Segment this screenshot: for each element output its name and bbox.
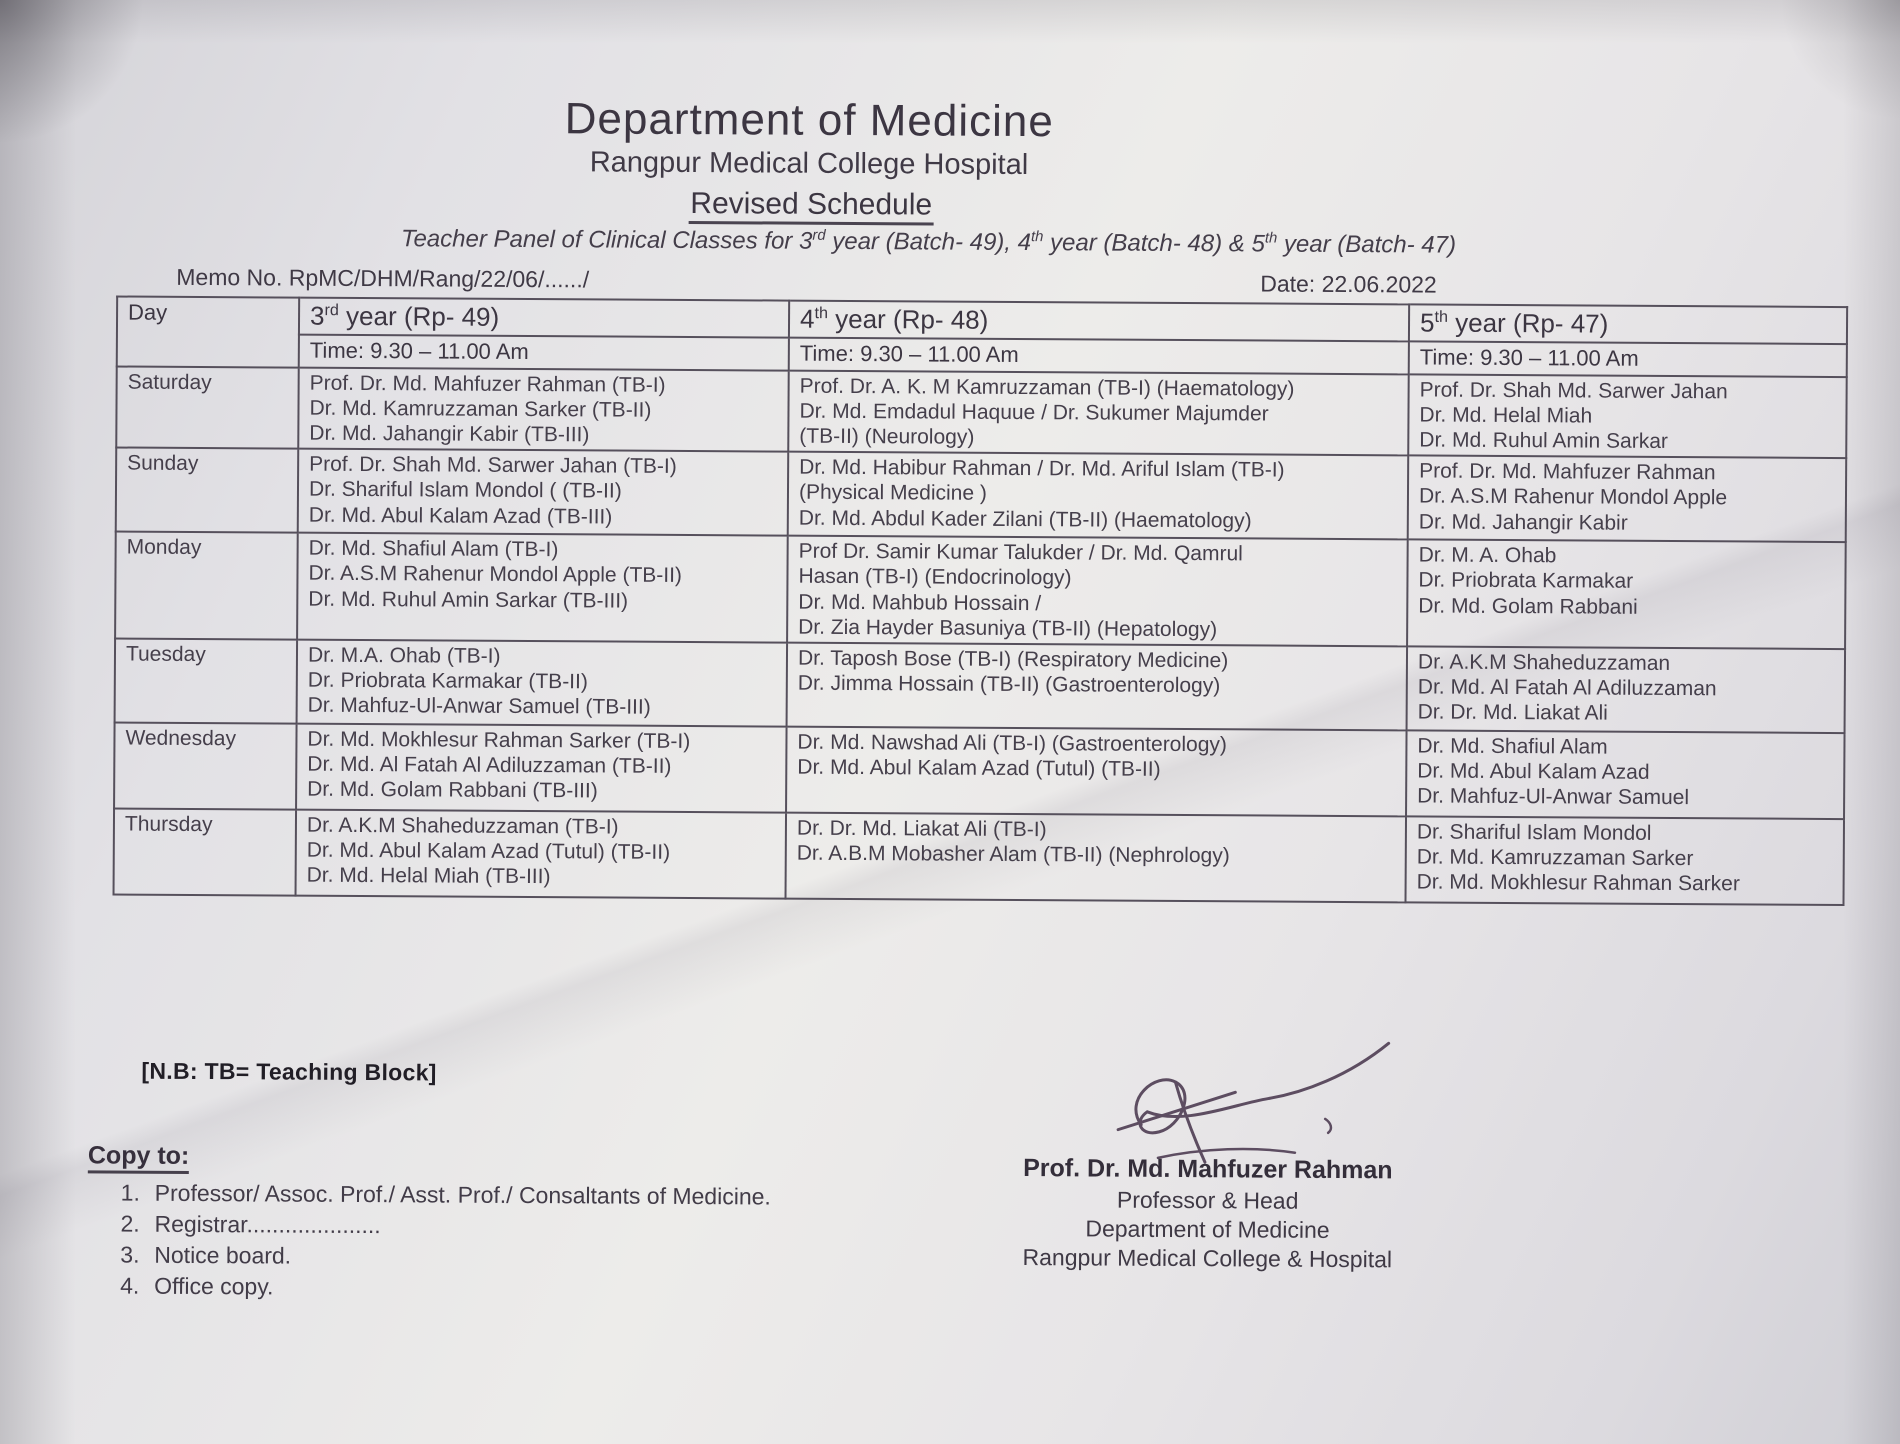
document-tagline: Teacher Panel of Clinical Classes for 3rd year (Batch- 49), 4th year (Batch- 48) & 5th year (Batch- 47) xyxy=(400,225,1457,259)
copy-to-heading: Copy to: xyxy=(88,1141,190,1171)
year3-cell: Dr. A.K.M Shaheduzzaman (TB-I) Dr. Md. Abul Kalam Azad (Tutul) (TB-II) Dr. Md. Helal Miah (TB-III) xyxy=(296,809,787,898)
year4-time-header: Time: 9.30 – 11.00 Am xyxy=(789,338,1409,374)
schedule-table xyxy=(113,295,1849,905)
year4-column-header: 4th year (Rp- 48) xyxy=(789,301,1409,342)
list-item-text: Professor/ Assoc. Prof./ Asst. Prof./ Consaltants of Medicine. xyxy=(154,1179,771,1210)
year3-cell: Prof. Dr. Md. Mahfuzer Rahman (TB-I) Dr. Md. Kamruzzaman Sarker (TB-II) Dr. Md. Jahangir Kabir (TB-III) xyxy=(298,367,788,452)
list-item-text: Notice board. xyxy=(154,1241,292,1269)
year5-cell: Dr. Md. Shafiul Alam Dr. Md. Abul Kalam Azad Dr. Mahfuz-Ul-Anwar Samuel xyxy=(1406,730,1845,819)
signatory-role: Professor & Head xyxy=(1116,1186,1299,1214)
year5-cell: Dr. A.K.M Shaheduzzaman Dr. Md. Al Fatah Al Adiluzzaman Dr. Dr. Md. Liakat Ali xyxy=(1407,646,1846,733)
list-item-number: 1. xyxy=(120,1179,140,1206)
year4-cell: Dr. Md. Nawshad Ali (TB-I) (Gastroenterology) Dr. Md. Abul Kalam Azad (Tutul) (TB-II) xyxy=(786,726,1407,816)
memo-number: Memo No. RpMC/DHM/Rang/22/06/....../ xyxy=(176,263,590,293)
list-item-text: Registrar..................... xyxy=(154,1210,381,1239)
day-column-header: Day xyxy=(117,296,299,367)
year5-cell: Dr. M. A. Ohab Dr. Priobrata Karmakar Dr. Md. Golam Rabbani xyxy=(1407,540,1846,649)
list-item xyxy=(120,1271,770,1306)
document-title: Department of Medicine xyxy=(564,94,1054,147)
signatory-organization: Rangpur Medical College & Hospital xyxy=(1022,1244,1393,1273)
year5-cell: Prof. Dr. Md. Mahfuzer Rahman Dr. A.S.M Rahenur Mondol Apple Dr. Md. Jahangir Kabir xyxy=(1408,456,1847,543)
year3-column-header: 3rd year (Rp- 49) xyxy=(299,298,789,338)
signatory-name: Prof. Dr. Md. Mahfuzer Rahman xyxy=(1023,1154,1393,1185)
list-item xyxy=(120,1209,770,1244)
table-row-saturday xyxy=(116,366,1846,458)
schedule-heading: Revised Schedule xyxy=(0,183,1624,227)
table-row-sunday xyxy=(116,448,1846,543)
day-cell: Tuesday xyxy=(115,638,298,723)
list-item-number: 2. xyxy=(120,1210,140,1237)
table-row-thursday xyxy=(114,808,1844,905)
list-item-number: 3. xyxy=(120,1241,140,1268)
day-cell: Saturday xyxy=(116,366,298,449)
year5-cell: Prof. Dr. Shah Md. Sarwer Jahan Dr. Md. Helal Miah Dr. Md. Ruhul Amin Sarkar xyxy=(1408,374,1846,458)
document-date: Date: 22.06.2022 xyxy=(1260,270,1437,298)
year3-cell: Prof. Dr. Shah Md. Sarwer Jahan (TB-I) Dr. Shariful Islam Mondol ( (TB-II) Dr. Md. Abul Kalam Azad (TB-III) xyxy=(298,449,789,536)
year3-cell: Dr. Md. Mokhlesur Rahman Sarker (TB-I) Dr. Md. Al Fatah Al Adiluzzaman (TB-II) Dr. Md. Golam Rabbani (TB-III) xyxy=(296,723,787,812)
list-item xyxy=(121,1178,771,1213)
nb-note: [N.B: TB= Teaching Block] xyxy=(141,1057,437,1086)
document-subtitle: Rangpur Medical College Hospital xyxy=(589,146,1029,182)
signature-block xyxy=(1012,1151,1403,1274)
list-item xyxy=(120,1240,770,1275)
table-row-monday xyxy=(115,532,1846,649)
year4-cell: Dr. Md. Habibur Rahman / Dr. Md. Ariful Islam (TB-I) (Physical Medicine ) Dr. Md. Abdul Kader Zilani (TB-II) (Haematology) xyxy=(788,452,1409,540)
year4-cell: Prof. Dr. A. K. M Kamruzzaman (TB-I) (Haematology) Dr. Md. Emdadul Haquue / Dr. Sukumer Majumder (TB-II) (Neurology) xyxy=(788,370,1408,455)
table-row-tuesday xyxy=(115,638,1845,733)
year3-cell: Dr. Md. Shafiul Alam (TB-I) Dr. A.S.M Rahenur Mondol Apple (TB-II) Dr. Md. Ruhul Amin Sarkar (TB-III) xyxy=(297,533,788,643)
year3-cell: Dr. M.A. Ohab (TB-I) Dr. Priobrata Karmakar (TB-II) Dr. Mahfuz-Ul-Anwar Samuel (TB-III) xyxy=(297,639,788,726)
signatory-department: Department of Medicine xyxy=(1085,1215,1330,1243)
table-row-wednesday xyxy=(114,722,1844,819)
day-cell: Wednesday xyxy=(114,722,297,809)
day-cell: Thursday xyxy=(114,808,297,895)
copy-to-list xyxy=(120,1178,771,1306)
list-item-number: 4. xyxy=(120,1272,140,1299)
year5-column-header: 5th year (Rp- 47) xyxy=(1409,304,1847,344)
year5-cell: Dr. Shariful Islam Mondol Dr. Md. Kamruzzaman Sarker Dr. Md. Mokhlesur Rahman Sarker xyxy=(1405,816,1844,905)
year3-time-header: Time: 9.30 – 11.00 Am xyxy=(299,335,789,370)
year4-cell: Dr. Dr. Md. Liakat Ali (TB-I) Dr. A.B.M Mobasher Alam (TB-II) (Nephrology) xyxy=(786,812,1407,902)
year4-cell: Dr. Taposh Bose (TB-I) (Respiratory Medicine) Dr. Jimma Hossain (TB-II) (Gastroenterology) xyxy=(787,642,1408,730)
year4-cell: Prof Dr. Samir Kumar Talukder / Dr. Md. Qamrul Hasan (TB-I) (Endocrinology) Dr. Md. Mahbub Hossain / Dr. Zia Hayder Basuniya (TB-II) (Hepatology) xyxy=(787,536,1408,647)
year5-time-header: Time: 9.30 – 11.00 Am xyxy=(1409,342,1847,377)
day-cell: Sunday xyxy=(116,448,299,533)
list-item-text: Office copy. xyxy=(154,1272,274,1300)
day-cell: Monday xyxy=(115,532,298,640)
